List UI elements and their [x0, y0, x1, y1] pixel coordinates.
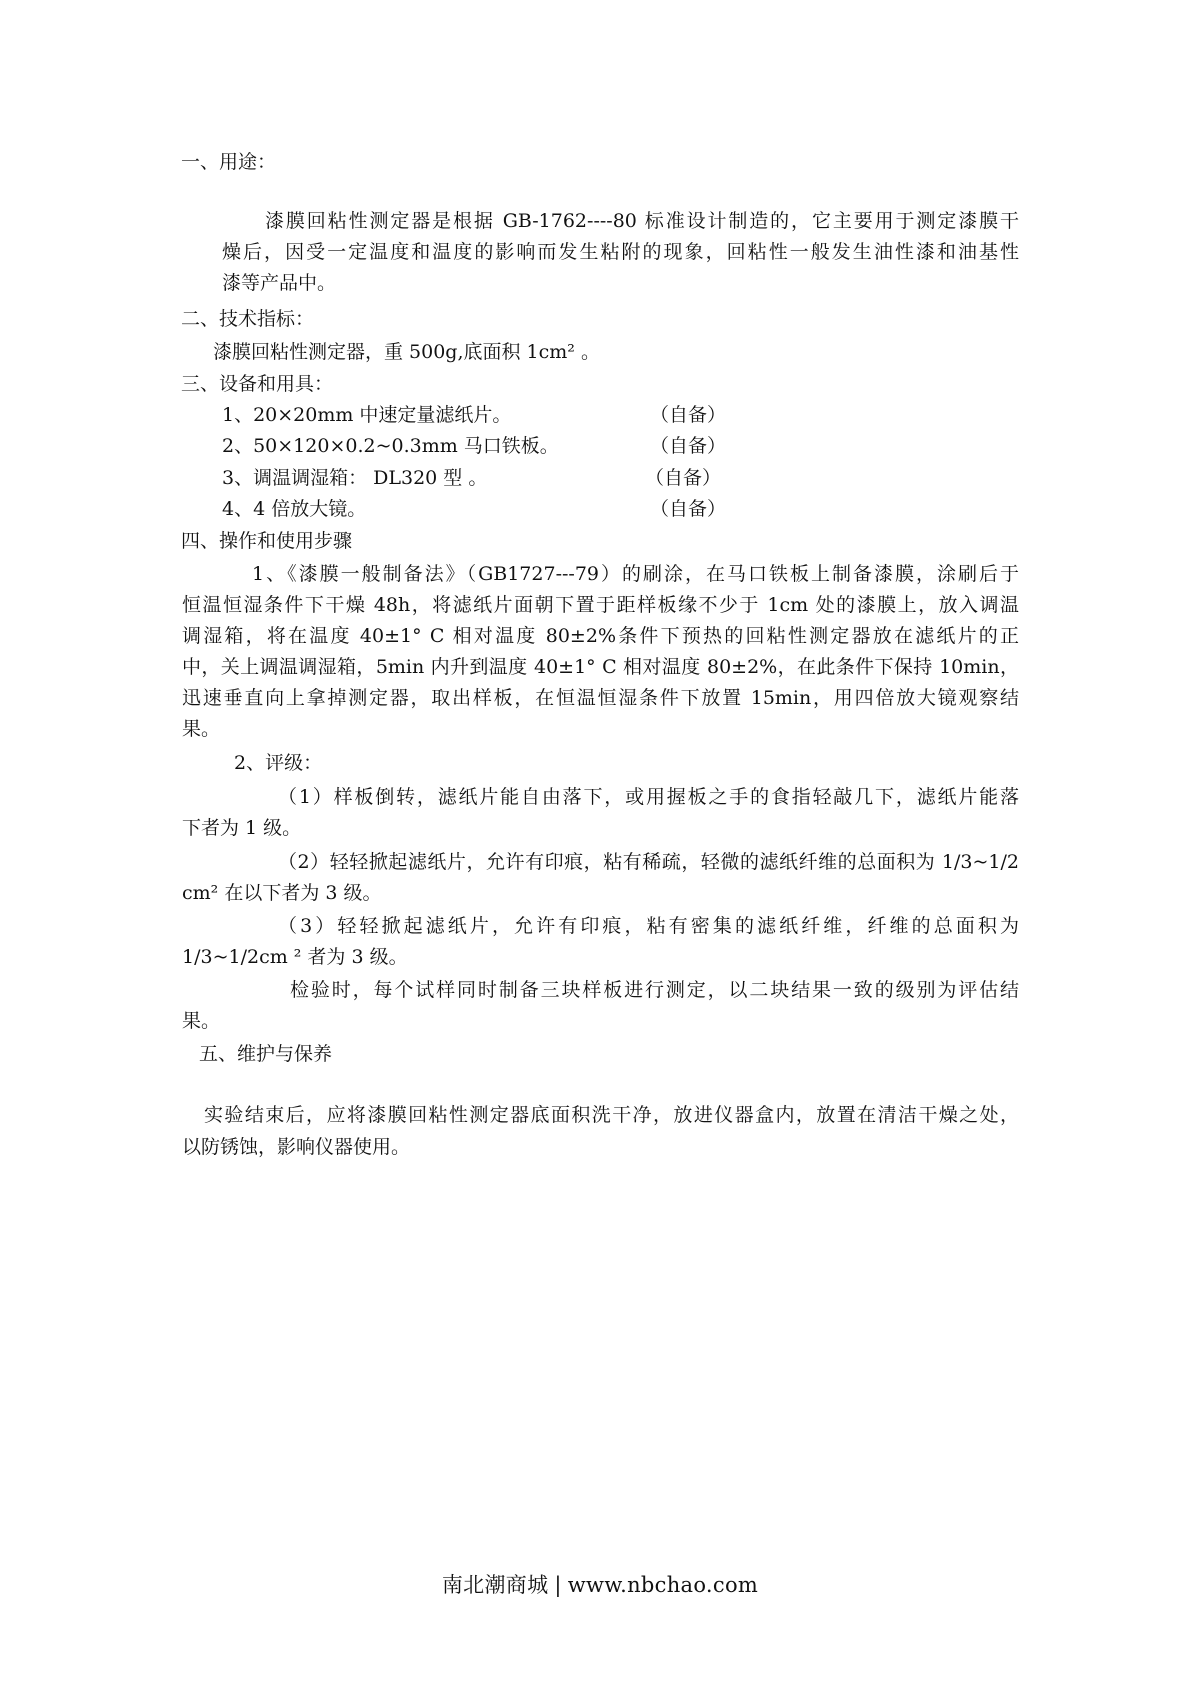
operation-paragraph-line: 迅速垂直向上拿掉测定器，取出样板，在恒温恒湿条件下放置 15min，用四倍放大镜观察结 — [182, 687, 1019, 709]
usage-paragraph-line: 燥后，因受一定温度和温度的影响而发生粘附的现象，回粘性一般发生油性漆和油基性 — [222, 241, 1019, 263]
usage-paragraph-line: 漆等产品中。 — [222, 272, 337, 294]
equipment-item: 1、20×20mm 中速定量滤纸片。 — [222, 404, 512, 426]
maintenance-paragraph-line: 实验结束后，应将漆膜回粘性测定器底面积洗干净，放进仪器盒内，放置在清洁干燥之处， — [204, 1104, 1019, 1126]
equipment-note: （自备） — [645, 467, 722, 489]
usage-paragraph-line: 漆膜回粘性测定器是根据 GB-1762----80 标准设计制造的，它主要用于测定漆膜干 — [265, 210, 1019, 232]
equipment-item: 3、调温调湿箱： DL320 型 。 — [222, 467, 488, 489]
grading-item-3: 1/3~1/2cm ² 者为 3 级。 — [182, 946, 408, 968]
inspection-note: 果。 — [182, 1010, 221, 1032]
operation-paragraph-line: 恒温恒湿条件下干燥 48h，将滤纸片面朝下置于距样板缘不少于 1cm 处的漆膜上，放入调温 — [182, 594, 1019, 616]
footer-brand: 南北潮商城 — [441, 1573, 549, 1597]
operation-paragraph-line: 1、《漆膜一般制备法》（GB1727---79）的刷涂，在马口铁板上制备漆膜，涂刷后于 — [252, 563, 1019, 585]
equipment-note: （自备） — [650, 435, 727, 457]
page-footer — [0, 1571, 1200, 1599]
maintenance-paragraph-line: 以防锈蚀，影响仪器使用。 — [182, 1136, 411, 1158]
section-heading-equipment: 三、设备和用具： — [181, 373, 334, 395]
inspection-note: 检验时，每个试样同时制备三块样板进行测定，以二块结果一致的级别为评估结 — [290, 979, 1019, 1001]
section-heading-maintenance: 五、维护与保养 — [199, 1043, 333, 1065]
section-heading-operation: 四、操作和使用步骤 — [181, 530, 353, 552]
equipment-note: （自备） — [650, 498, 727, 520]
section-heading-specs: 二、技术指标： — [181, 308, 315, 330]
grading-heading: 2、评级： — [234, 752, 323, 774]
operation-paragraph-line: 果。 — [182, 718, 221, 740]
footer-url[interactable]: www.nbchao.com — [567, 1573, 759, 1597]
grading-item-1: 下者为 1 级。 — [182, 817, 302, 839]
equipment-note: （自备） — [650, 404, 727, 426]
equipment-item: 4、4 倍放大镜。 — [222, 498, 367, 520]
section-heading-usage: 一、用途： — [181, 151, 277, 173]
grading-item-3: （3）轻轻掀起滤纸片，允许有印痕，粘有密集的滤纸纤维，纤维的总面积为 — [278, 915, 1019, 937]
operation-paragraph-line: 调湿箱，将在温度 40±1° C 相对温度 80±2%条件下预热的回粘性测定器放在滤纸片的正 — [182, 625, 1019, 647]
specs-text: 漆膜回粘性测定器，重 500g,底面积 1cm² 。 — [213, 341, 600, 363]
footer-separator: | — [554, 1573, 562, 1597]
operation-paragraph-line: 中，关上调温调湿箱，5min 内升到温度 40±1° C 相对温度 80±2%，在此条件下保持 10min， — [182, 656, 1019, 678]
equipment-item: 2、50×120×0.2~0.3mm 马口铁板。 — [222, 435, 559, 457]
grading-item-1: （1）样板倒转，滤纸片能自由落下，或用握板之手的食指轻敲几下，滤纸片能落 — [278, 786, 1019, 808]
grading-item-2: cm² 在以下者为 3 级。 — [182, 882, 382, 904]
grading-item-2: （2）轻轻掀起滤纸片，允许有印痕，粘有稀疏，轻微的滤纸纤维的总面积为 1/3~1/2 — [278, 851, 1019, 873]
